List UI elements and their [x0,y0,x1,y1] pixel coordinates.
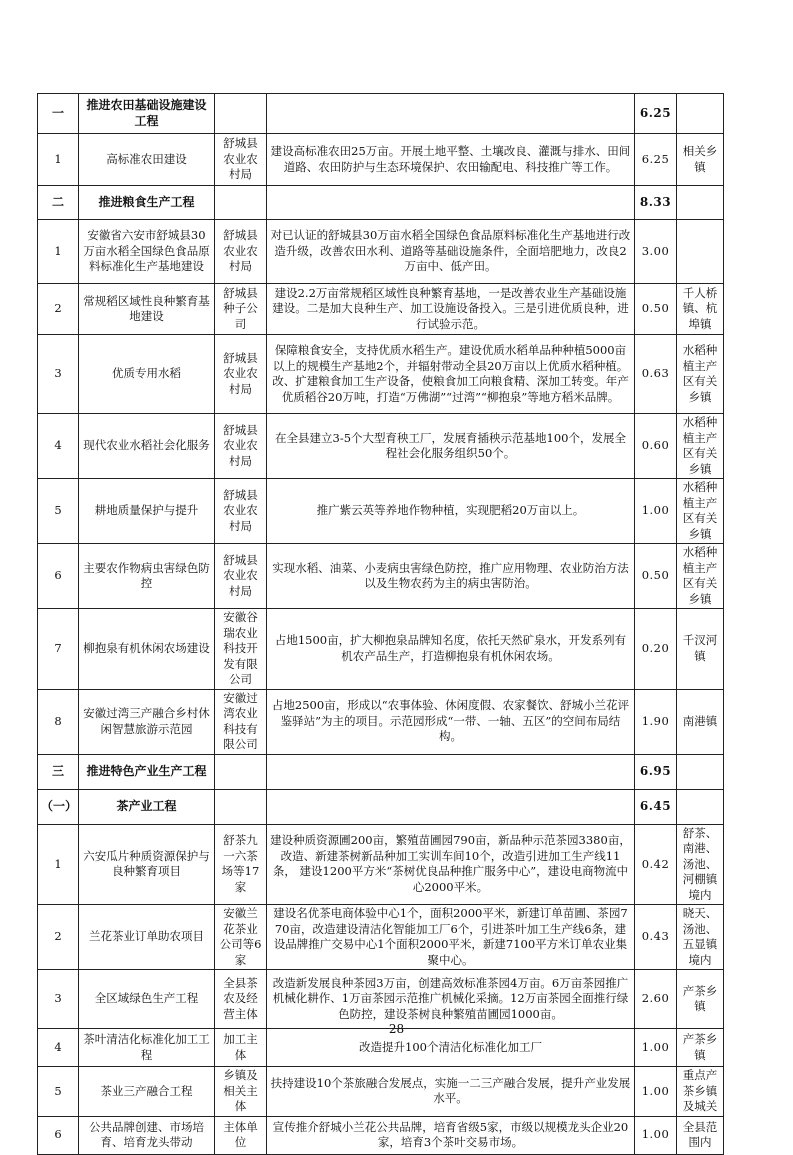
responsible-unit [215,94,267,134]
project-content: 占地2500亩，形成以“农事体验、休闲度假、农家餐饮、舒城小兰花评鉴驿站”为主的项目。示范园形成“一带、一轴、五区”的空间布局结构。 [267,689,635,754]
project-content: 改造提升100个清洁化标准化加工厂 [267,1029,635,1067]
project-content [267,186,635,220]
row-number: 4 [38,414,79,479]
implementation-area [677,754,724,789]
project-content: 实现水稻、油菜、小麦病虫害绿色防控，推广应用物理、农业防治方法以及生物农药为主的病虫害防治。 [267,544,635,609]
responsible-unit: 舒城县农业农村局 [215,479,267,544]
project-name: 茶叶清洁化标准化加工工程 [79,1029,215,1067]
project-content: 在全县建立3-5个大型育秧工厂，发展育插秧示范基地100个，发展全程社会化服务组织50个。 [267,414,635,479]
implementation-area: 舒茶、南港、汤池、河棚镇境内 [677,824,724,905]
responsible-unit: 舒城县农业农村局 [215,544,267,609]
project-content: 推广紫云英等养地作物种植，实现肥稻20万亩以上。 [267,479,635,544]
implementation-area: 晓天、汤池、五显镇境内 [677,905,724,970]
table-row [38,414,724,479]
project-name: 茶业三产融合工程 [79,1067,215,1117]
responsible-unit: 乡镇及相关主体 [215,1067,267,1117]
table-row [38,284,724,335]
project-name: 优质专用水稻 [79,335,215,414]
project-name: 茶产业工程 [79,789,215,824]
row-number: 4 [38,1029,79,1067]
investment-amount: 0.20 [635,609,677,690]
investment-amount: 0.50 [635,544,677,609]
section-row [38,186,724,220]
row-number: 1 [38,220,79,284]
implementation-area: 产茶乡镇 [677,1029,724,1067]
implementation-area: 相关乡镇 [677,134,724,186]
investment-amount: 6.25 [635,134,677,186]
responsible-unit: 加工主体 [215,1029,267,1067]
table-row [38,970,724,1029]
implementation-area [677,186,724,220]
implementation-area: 产茶乡镇 [677,970,724,1029]
project-content [267,94,635,134]
table-row [38,220,724,284]
project-name: 六安瓜片种质资源保护与良种繁育项目 [79,824,215,905]
row-number: 3 [38,335,79,414]
section-row [38,94,724,134]
table-row [38,609,724,690]
implementation-area: 水稻种植主产区有关乡镇 [677,544,724,609]
responsible-unit: 舒城县农业农村局 [215,220,267,284]
investment-amount: 0.50 [635,284,677,335]
section-row [38,754,724,789]
row-number: 2 [38,905,79,970]
row-number: （一） [38,789,79,824]
investment-amount: 0.63 [635,335,677,414]
row-number: 1 [38,134,79,186]
project-name: 安徽过湾三产融合乡村休闲智慧旅游示范园 [79,689,215,754]
table-row [38,479,724,544]
investment-amount: 0.60 [635,414,677,479]
row-number: 6 [38,544,79,609]
responsible-unit: 安徽兰花茶业公司等6家 [215,905,267,970]
responsible-unit: 舒城县农业农村局 [215,335,267,414]
implementation-area: 水稻种植主产区有关乡镇 [677,414,724,479]
investment-amount: 0.43 [635,905,677,970]
project-content [267,754,635,789]
investment-amount: 6.45 [635,789,677,824]
responsible-unit: 主体单位 [215,1116,267,1154]
investment-amount: 1.90 [635,689,677,754]
responsible-unit: 舒茶九一六茶场等17家 [215,824,267,905]
responsible-unit: 舒城县种子公司 [215,284,267,335]
responsible-unit: 安徽谷瑞农业科技开发有限公司 [215,609,267,690]
implementation-area: 南港镇 [677,689,724,754]
subsection-row [38,789,724,824]
investment-amount: 1.00 [635,1116,677,1154]
table-row [38,824,724,905]
project-name: 兰花茶业订单助农项目 [79,905,215,970]
project-name: 常规稻区域性良种繁育基地建设 [79,284,215,335]
responsible-unit: 舒城县农业农村局 [215,134,267,186]
project-content: 对已认证的舒城县30万亩水稻全国绿色食品原料标准化生产基地进行改造升级，改善农田水利、道路等基础设施条件，全面培肥地力，改良2万亩中、低产田。 [267,220,635,284]
project-content: 扶持建设10个茶旅融合发展点，实施一二三产融合发展，提升产业发展水平。 [267,1067,635,1117]
project-name: 现代农业水稻社会化服务 [79,414,215,479]
investment-amount: 1.00 [635,479,677,544]
project-name: 高标准农田建设 [79,134,215,186]
responsible-unit: 舒城县农业农村局 [215,414,267,479]
implementation-area: 水稻种植主产区有关乡镇 [677,479,724,544]
implementation-area: 重点产茶乡镇及城关 [677,1067,724,1117]
project-content: 改造新发展良种茶园3万亩，创建高效标准茶园4万亩。6万亩茶园推广机械化耕作、1万亩茶园示范推广机械化采摘。12万亩茶园全面推行绿色防控，建设茶树良种繁殖苗圃园1000亩。 [267,970,635,1029]
project-content [267,789,635,824]
row-number: 7 [38,609,79,690]
investment-amount: 0.42 [635,824,677,905]
project-content: 占地1500亩，扩大柳抱泉品牌知名度，依托天然矿泉水，开发系列有机农产品生产，打造柳抱泉有机休闲农场。 [267,609,635,690]
project-name: 柳抱泉有机休闲农场建设 [79,609,215,690]
responsible-unit [215,754,267,789]
implementation-area: 全县范围内 [677,1116,724,1154]
table-row [38,544,724,609]
row-number: 8 [38,689,79,754]
row-number: 三 [38,754,79,789]
responsible-unit: 全县茶农及经营主体 [215,970,267,1029]
row-number: 二 [38,186,79,220]
investment-amount: 2.60 [635,970,677,1029]
table-row [38,335,724,414]
investment-amount: 1.00 [635,1029,677,1067]
table-row [38,689,724,754]
responsible-unit [215,186,267,220]
implementation-area [677,220,724,284]
responsible-unit [215,789,267,824]
row-number: 6 [38,1116,79,1154]
project-name: 安徽省六安市舒城县30万亩水稻全国绿色食品原料标准化生产基地建设 [79,220,215,284]
project-content: 建设名优茶电商体验中心1个，面积2000平米，新建订单苗圃、茶园770亩，改造建设清洁化智能加工厂6个，引进茶叶加工生产线6条，建设品牌推广交易中心1个面积2000平米，新建7100平方米订单农业集聚中心。 [267,905,635,970]
page-number: 28 [388,1022,405,1036]
row-number: 5 [38,1067,79,1117]
project-name: 主要农作物病虫害绿色防控 [79,544,215,609]
implementation-area: 千汊河镇 [677,609,724,690]
project-name: 推进粮食生产工程 [79,186,215,220]
implementation-area [677,789,724,824]
implementation-area: 水稻种植主产区有关乡镇 [677,335,724,414]
project-content: 宣传推介舒城小兰花公共品牌，培育省级5家，市级以规模龙头企业20家，培育3个茶叶交易市场。 [267,1116,635,1154]
table-row [38,1067,724,1117]
project-name: 耕地质量保护与提升 [79,479,215,544]
investment-amount: 1.00 [635,1067,677,1117]
investment-amount: 6.95 [635,754,677,789]
project-content: 建设2.2万亩常规稻区域性良种繁育基地，一是改善农业生产基础设施建设。二是加大良种生产、加工设施设备投入。三是引进优质良种，进行试验示范。 [267,284,635,335]
responsible-unit: 安徽过湾农业科技有限公司 [215,689,267,754]
investment-amount: 3.00 [635,220,677,284]
project-name: 全区域绿色生产工程 [79,970,215,1029]
project-name: 推进特色产业生产工程 [79,754,215,789]
row-number: 一 [38,94,79,134]
project-name: 公共品牌创建、市场培育、培育龙头带动 [79,1116,215,1154]
project-content: 建设种质资源圃200亩，繁殖苗圃园790亩，新品种示范茶园3380亩，改造、新建茶树新品种加工实训车间10个，改造引进加工生产线11条， 建设1200平方米“茶树优良品种推广服务中心”，建设电商物流中心2000平米。 [267,824,635,905]
table-row [38,905,724,970]
implementation-area: 千人桥镇、杭埠镇 [677,284,724,335]
row-number: 1 [38,824,79,905]
row-number: 2 [38,284,79,335]
project-name: 推进农田基础设施建设工程 [79,94,215,134]
investment-amount: 8.33 [635,186,677,220]
project-content: 保障粮食安全，支持优质水稻生产。建设优质水稻单品种种植5000亩以上的规模生产基地2个，并辐射带动全县20万亩以上优质水稻种植。改、扩建粮食加工生产设备，使粮食加工向粮食精、深加工转变。年产优质稻谷20万吨，打造“万佛湖”“过湾”“柳抱泉”等地方稻米品牌。 [267,335,635,414]
project-table [37,93,724,1155]
investment-amount: 6.25 [635,94,677,134]
table-row [38,134,724,186]
row-number: 5 [38,479,79,544]
implementation-area [677,94,724,134]
row-number: 3 [38,970,79,1029]
project-content: 建设高标准农田25万亩。开展土地平整、土壤改良、灌溉与排水、田间道路、农田防护与生态环境保护、农田输配电、科技推广等工作。 [267,134,635,186]
